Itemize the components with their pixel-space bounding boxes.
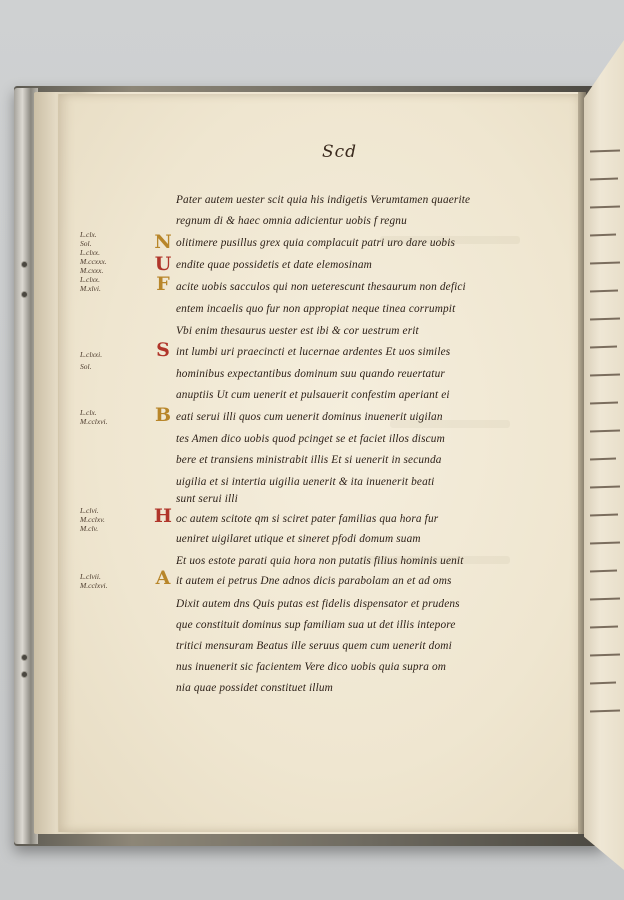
gloss-line: Sol. [80,239,92,248]
text-line: Et uos estote parati quia hora non putatis filius hominis uenit [176,555,464,567]
text-line: hominibus expectantibus dominum suu quando reuertatur [176,368,445,380]
text-line: int lumbi uri praecincti et lucernae ardentes Et uos similes [176,346,451,358]
binding-rivet [22,655,27,660]
margin-gloss [80,350,150,371]
text-line: endite quae possidetis et date elemosinam [176,259,372,271]
text-line: entem incaelis quo fur non appropiat neque tinea corrumpit [176,303,456,315]
decorated-initial: U [154,253,172,275]
text-line: Pater autem uester scit quia his indigetis Verumtamen quaerite [176,194,471,206]
decorated-initial: B [154,404,172,426]
decorated-initial: F [156,273,170,295]
gloss-line: M.cclxv. [80,515,105,524]
gloss-line: M.cxxx. [80,266,104,275]
gloss-line: M.cclxvi. [80,581,108,590]
text-line: tritici mensuram Beatus ille seruus quem cum uenerit domi [176,640,452,652]
text-line: Dixit autem dns Quis putas est fidelis dispensator et prudens [176,598,460,610]
gloss-line: M.cclxvi. [80,417,108,426]
binding-rivet [22,262,27,267]
decorated-initial: N [154,231,172,253]
text-line: tes Amen dico uobis quod pcinget se et faciet illos discum [176,433,445,445]
margin-gloss [80,408,150,426]
gloss-line: Sol. [80,362,92,371]
text-line: que constituit dominus sup familiam sua ut det illis intepore [176,619,456,631]
decorated-initial: S [156,339,170,361]
text-line: Vbi enim thesaurus uester est ibi & cor uestrum erit [176,325,419,337]
gloss-line: L.clxx. [80,248,100,257]
gloss-line: L.clvii. [80,572,101,581]
margin-gloss [80,506,150,533]
text-line: sunt serui illi [176,493,238,505]
decorated-initial: A [155,567,171,589]
gloss-line: M.xlvi. [80,284,101,293]
text-line: eati serui illi quos cum uenerit dominus inuenerit uigilan [176,411,443,423]
gloss-line: L.clvi. [80,506,99,515]
text-line: olitimere pusillus grex quia complacuit patri uro dare uobis [176,237,456,249]
gloss-line: M.ccxxx. [80,257,107,266]
decorated-initial: H [154,505,172,527]
text-line: nia quae possidet constituet illum [176,682,333,694]
binding-rivet [22,292,27,297]
gloss-line: M.clv. [80,524,99,533]
margin-gloss [80,230,150,293]
text-line: it autem ei petrus Dne adnos dicis parabolam an et ad oms [176,575,452,587]
gloss-line: L.clxxi. [80,350,103,359]
text-line: acite uobis sacculos qui non ueterescunt thesaurum non defici [176,281,466,293]
binding-rivet [22,672,27,677]
running-head: Scd [322,142,358,162]
gloss-line: L.clx. [80,230,97,239]
gloss-line: L.clxx. [80,275,100,284]
text-line: bere et transiens ministrabit illis Et si uenerit in secunda [176,454,442,466]
text-line: oc autem scitote qm si sciret pater familias qua hora fur [176,513,439,525]
text-line: anuptiis Ut cum uenerit et pulsauerit confestim aperiant ei [176,389,450,401]
text-line: regnum di & haec omnia adicientur uobis f regnu [176,215,407,227]
text-line: ueniret uigilaret utique et sineret pfodi domum suam [176,533,421,545]
gloss-line: L.clx. [80,408,97,417]
margin-gloss [80,572,150,590]
text-line: nus inuenerit sic facientem Vere dico uobis quia supra om [176,661,447,673]
text-line: uigilia et si intertia uigilia uenerit & ita inuenerit beati [176,476,435,488]
facing-page [584,40,624,870]
